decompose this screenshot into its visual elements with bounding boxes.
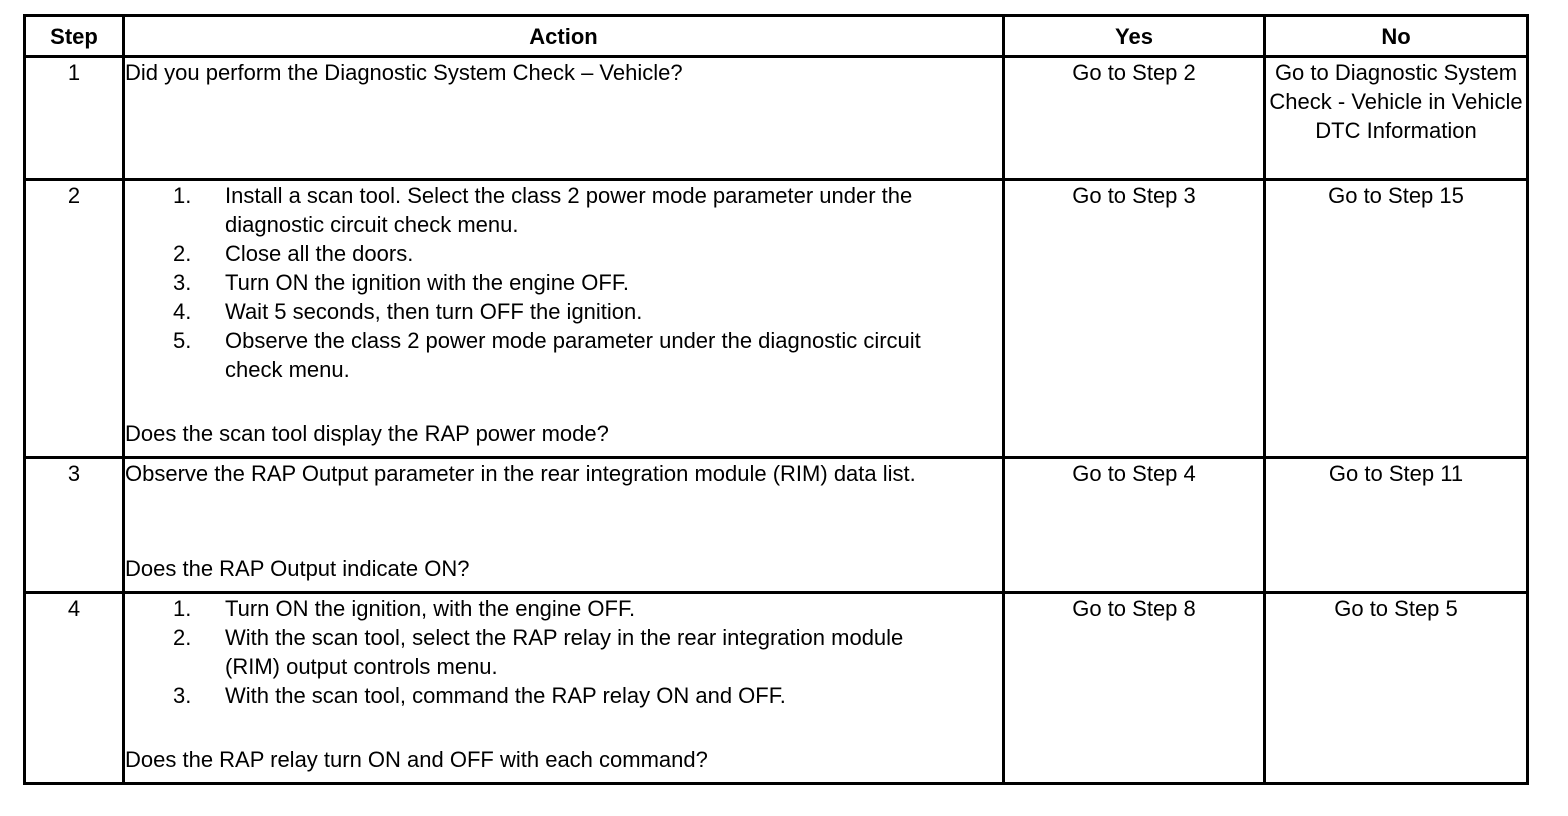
action-text: Did you perform the Diagnostic System Check – Vehicle?	[125, 60, 683, 85]
no-cell: Go to Step 5	[1265, 593, 1528, 784]
list-item	[173, 297, 1002, 326]
list-item-number: 5.	[173, 328, 192, 353]
list-item	[173, 239, 1002, 268]
action-cell	[124, 593, 1004, 784]
table-row	[25, 593, 1528, 784]
step-number: 1	[25, 57, 124, 180]
list-item	[173, 594, 1002, 623]
list-item-number: 2.	[173, 625, 192, 650]
instruction-list	[125, 594, 1002, 710]
list-item-number: 2.	[173, 241, 192, 266]
question-text: Does the RAP Output indicate ON?	[125, 556, 470, 581]
question-text: Does the scan tool display the RAP power mode?	[125, 421, 609, 446]
yes-cell: Go to Step 2	[1004, 57, 1265, 180]
list-item-number: 4.	[173, 299, 192, 324]
header-row	[25, 16, 1528, 57]
list-item-number: 1.	[173, 596, 192, 621]
step-number: 3	[25, 458, 124, 593]
no-cell: Go to Diagnostic System Check - Vehicle in Vehicle DTC Information	[1265, 57, 1528, 180]
list-item	[173, 181, 1002, 239]
step-number: 4	[25, 593, 124, 784]
step-number: 2	[25, 180, 124, 458]
header-action: Action	[124, 16, 1004, 57]
yes-cell: Go to Step 3	[1004, 180, 1265, 458]
list-item-text: With the scan tool, select the RAP relay in the rear integration module (RIM) output controls menu.	[225, 625, 904, 679]
instruction-list	[125, 181, 1002, 384]
question-text: Does the RAP relay turn ON and OFF with each command?	[125, 747, 708, 772]
header-step: Step	[25, 16, 124, 57]
no-cell: Go to Step 15	[1265, 180, 1528, 458]
no-cell: Go to Step 11	[1265, 458, 1528, 593]
action-cell	[124, 57, 1004, 180]
table-row	[25, 57, 1528, 180]
header-yes: Yes	[1004, 16, 1265, 57]
list-item	[173, 681, 1002, 710]
table-row	[25, 180, 1528, 458]
yes-cell: Go to Step 8	[1004, 593, 1265, 784]
list-item-number: 3.	[173, 683, 192, 708]
list-item	[173, 268, 1002, 297]
table-row	[25, 458, 1528, 593]
list-item-number: 1.	[173, 183, 192, 208]
list-item	[173, 326, 1002, 384]
header-no: No	[1265, 16, 1528, 57]
list-item-text: Observe the class 2 power mode parameter under the diagnostic circuit check menu.	[225, 328, 921, 382]
yes-cell: Go to Step 4	[1004, 458, 1265, 593]
action-cell	[124, 458, 1004, 593]
list-item	[173, 623, 1002, 681]
list-item-text: Close all the doors.	[225, 241, 414, 266]
list-item-text: Turn ON the ignition with the engine OFF.	[225, 270, 629, 295]
list-item-number: 3.	[173, 270, 192, 295]
diagnostic-table	[23, 14, 1529, 785]
list-item-text: Wait 5 seconds, then turn OFF the ignition.	[225, 299, 643, 324]
list-item-text: Turn ON the ignition, with the engine OFF.	[225, 596, 636, 621]
list-item-text: With the scan tool, command the RAP relay ON and OFF.	[225, 683, 786, 708]
action-cell	[124, 180, 1004, 458]
action-text: Observe the RAP Output parameter in the rear integration module (RIM) data list.	[125, 461, 916, 486]
list-item-text: Install a scan tool. Select the class 2 power mode parameter under the diagnostic circuit check menu.	[225, 183, 913, 237]
